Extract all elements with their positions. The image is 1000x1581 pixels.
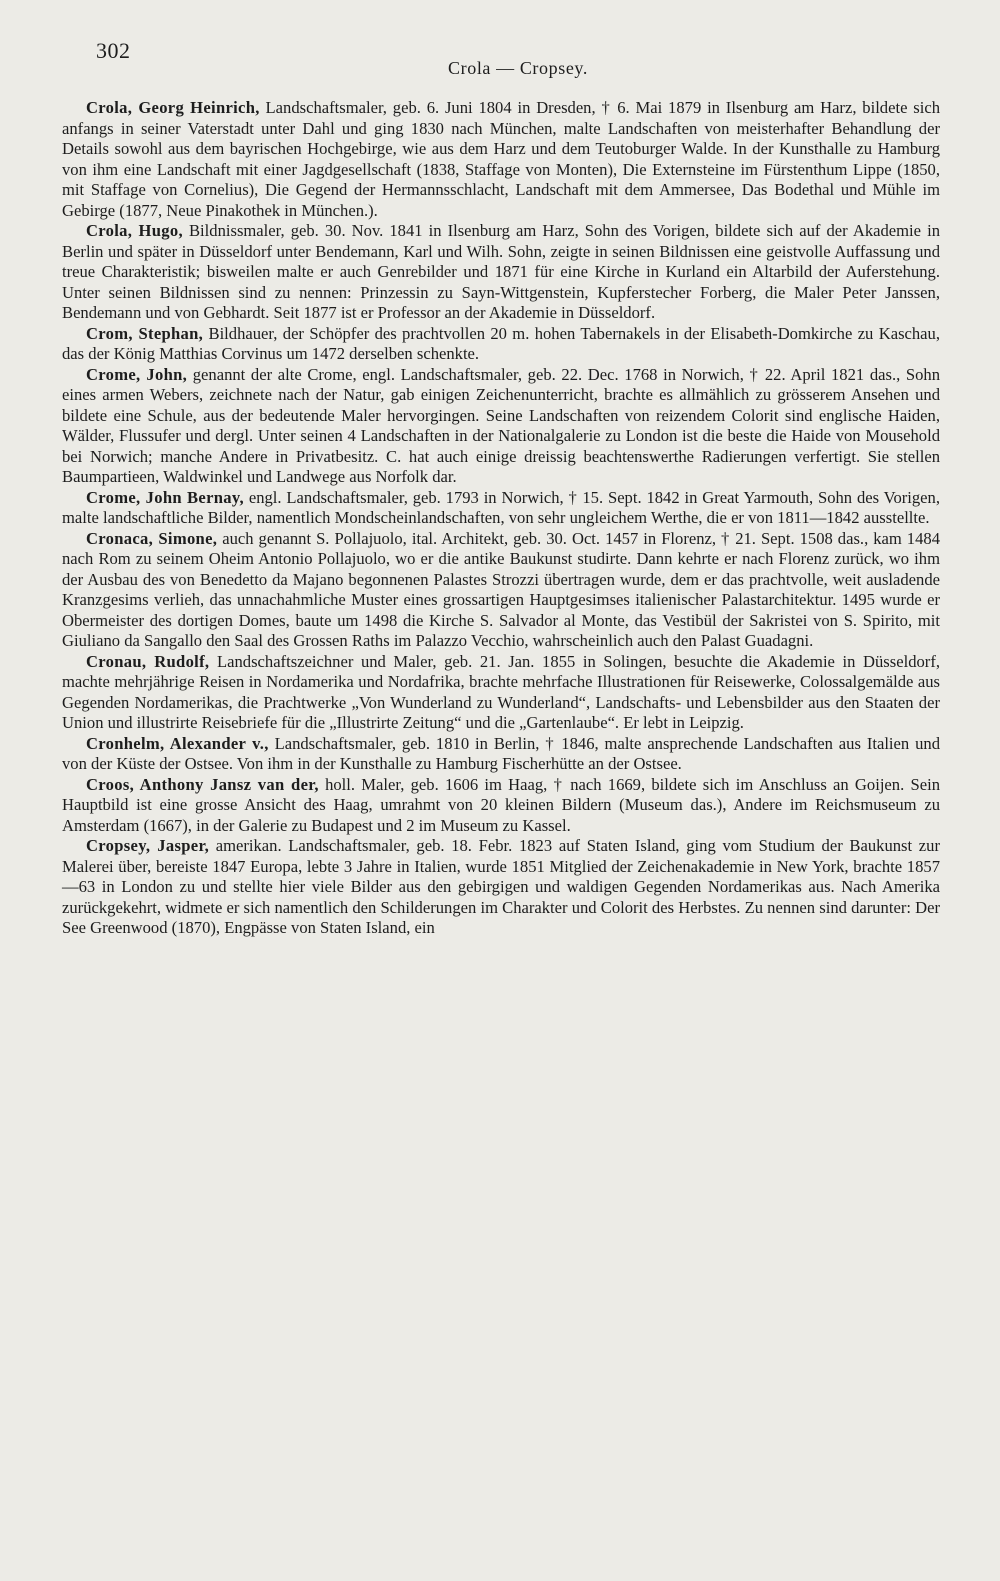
entry-text: Landschaftsmaler, geb. 1810 in Berlin, † 1846, malte ansprechende Landschaften aus Italien und von der Küste der Ostsee. Von ihm in der Kunsthalle zu Hamburg Fischerhütte an der Ostsee. xyxy=(62,733,940,773)
entry-cronau-rudolf xyxy=(62,652,940,734)
entry-name: Cropsey, Jasper, xyxy=(86,836,210,855)
entry-crola-hugo xyxy=(62,221,940,324)
entry-text: Landschaftszeichner und Maler, geb. 21. Jan. 1855 in Solingen, besuchte die Akademie in Düsseldorf, machte mehrjährige Reisen in Nordamerika und Nordafrika, brachte mehrfache Illustrationen für Reisewerke, Colossalgemälde aus Gegenden Nordamerikas, die Prachtwerke „Von Wunderland zu Wunderland“, Landschafts- und Lebensbilder aus den Staaten der Union und illustrirte Reisebriefe für die „Illustrirte Zeitung“ und die „Gartenlaube“. Er lebt in Leipzig. xyxy=(62,651,940,732)
entry-crom-stephan xyxy=(62,324,940,365)
entry-text: genannt der alte Crome, engl. Landschaftsmaler, geb. 22. Dec. 1768 in Norwich, † 22. April 1821 das., Sohn eines armen Webers, zeichnete nach der Natur, gab einigen Zeichenunterricht, brachte es allmählich zu grösserem Ansehen und bildete eine Schule, aus der bedeutende Maler hervorgingen. Seine Landschaften von reizendem Colorit sind englische Haiden, Wälder, Flussufer und dergl. Unter seinen 4 Landschaften in der Nationalgalerie zu London ist die beste die Haide von Mousehold bei Norwich; manche Andere in Privatbesitz. C. hat auch einige dreissig beachtenswerthe Radierungen verfertigt. Sie stellen Baumpartieen, Waldwinkel und Landwege aus Norfolk dar. xyxy=(62,364,940,486)
entry-text: engl. Landschaftsmaler, geb. 1793 in Norwich, † 15. Sept. 1842 in Great Yarmouth, Sohn des Vorigen, malte landschaftliche Bilder, namentlich Mondscheinlandschaften, von sehr ungleichem Werthe, die er von 1811—1842 ausstellte. xyxy=(62,487,940,527)
entry-cronaca-simone xyxy=(62,529,940,652)
entry-crome-john xyxy=(62,365,940,488)
entry-name: Croos, Anthony Jansz van der, xyxy=(86,774,319,794)
page-header xyxy=(96,38,940,78)
entry-cropsey-jasper xyxy=(62,836,940,939)
entry-name: Crola, Hugo, xyxy=(86,221,183,240)
entry-text: Landschaftsmaler, geb. 6. Juni 1804 in Dresden, † 6. Mai 1879 in Ilsenburg am Harz, bildete sich anfangs in seiner Vaterstadt unter Dahl und ging 1830 nach München, malte Landschaften von meisterhafter Behandlung der Details sowohl aus dem bayrischen Hochgebirge, wie aus dem Harz und dem Teutoburger Walde. In der Kunsthalle zu Hamburg von ihm eine Landschaft mit einer Jagdgesellschaft (1838, Staffage von Monten), Die Externsteine im Fürstenthum Lippe (1850, mit Staffage von Cornelius), Die Gegend der Hermannsschlacht, Landschaft mit dem Ammersee, Das Bodethal und Mühle im Gebirge (1877, Neue Pinakothek in München.). xyxy=(62,98,940,220)
entry-name: Cronau, Rudolf, xyxy=(86,651,210,671)
entry-croos-anthony xyxy=(62,775,940,837)
dictionary-entries xyxy=(62,98,940,939)
entry-text: amerikan. Landschaftsmaler, geb. 18. Febr. 1823 auf Staten Island, ging vom Studium der Baukunst zur Malerei über, bereiste 1847 Europa, lebte 3 Jahre in Italien, wurde 1851 Mitglied der Zeichenakademie in New York, brachte 1857—63 in London zu und stellte hier viele Bilder aus den gebirgigen und waldigen Gegenden Nordamerikas aus. Nach Amerika zurückgekehrt, widmete er sich namentlich den Schilderungen im Charakter und Colorit des Herbstes. Zu nennen sind darunter: Der See Greenwood (1870), Engpässe von Staten Island, ein xyxy=(62,836,940,937)
page-number: 302 xyxy=(96,38,131,63)
entry-text: holl. Maler, geb. 1606 im Haag, † nach 1669, bildete sich im Anschluss an Goijen. Sein Hauptbild ist eine grosse Ansicht des Haag, umrahmt von 20 kleinen Bildern (Museum das.), Andere im Reichsmuseum zu Amsterdam (1667), in der Galerie zu Budapest und 2 im Museum zu Kassel. xyxy=(62,774,940,835)
entry-name: Cronaca, Simone, xyxy=(86,528,218,548)
entry-crola-georg xyxy=(62,98,940,221)
entry-cronhelm-alexander xyxy=(62,734,940,775)
entry-name: Crom, Stephan, xyxy=(86,323,204,343)
entry-text: auch genannt S. Pollajuolo, ital. Architekt, geb. 30. Oct. 1457 in Florenz, † 21. Sept. 1508 das., kam 1484 nach Rom zu seinem Oheim Antonio Pollajuolo, wo er die antike Baukunst studirte. Dann kehrte er nach Florenz zurück, wo ihm der Ausbau des von Benedetto da Majano begonnenen Palastes Strozzi übertragen wurde, dem er das prachtvolle, weit ausladende Kranzgesims verlieh, das unnachahmliche Muster eines grossartigen Hauptgesimses italienischer Palastarchitektur. 1495 wurde er Obermeister des dortigen Domes, baute um 1498 die Kirche S. Salvador al Monte, das Vestibül der Sakristei von S. Spirito, mit Giuliano da Sangallo den Saal des Grossen Raths im Palazzo Vecchio, wahrscheinlich auch den Palast Guadagni. xyxy=(62,528,940,650)
entry-name: Crome, John Bernay, xyxy=(86,487,244,507)
entry-name: Crome, John, xyxy=(86,364,188,384)
running-head: Crola — Cropsey. xyxy=(448,58,588,78)
entry-text: Bildhauer, der Schöpfer des prachtvollen 20 m. hohen Tabernakels in der Elisabeth-Domkirche zu Kaschau, das der König Matthias Corvinus um 1472 derselben schenkte. xyxy=(62,323,940,363)
entry-crome-john-bernay xyxy=(62,488,940,529)
entry-name: Cronhelm, Alexander v., xyxy=(86,733,269,753)
entry-name: Crola, Georg Heinrich, xyxy=(86,98,260,117)
entry-text: Bildnissmaler, geb. 30. Nov. 1841 in Ilsenburg am Harz, Sohn des Vorigen, bildete sich auf der Akademie in Berlin und später in Düsseldorf unter Bendemann, Karl und Wilh. Sohn, zeigte in seinen Bildnissen eine geistvolle Auffassung und treue Charakteristik; bisweilen malte er auch Genrebilder und 1871 für eine Kirche in Kurland ein Altarbild der Auferstehung. Unter seinen Bildnissen sind zu nennen: Prinzessin zu Sayn-Wittgenstein, Kupferstecher Forberg, die Maler Peter Janssen, Bendemann und von Gebhardt. Seit 1877 ist er Professor an der Akademie in Düsseldorf. xyxy=(62,221,940,322)
